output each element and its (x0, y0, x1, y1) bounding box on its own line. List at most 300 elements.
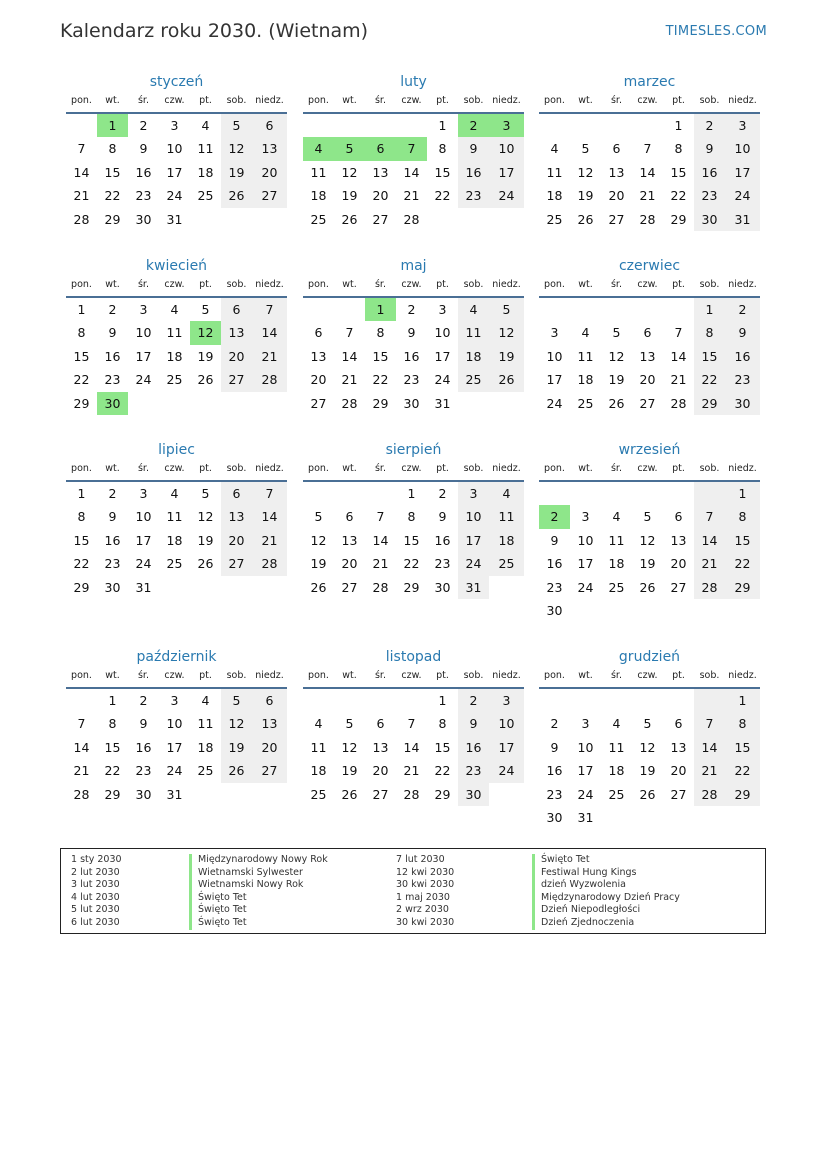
day-cell[interactable]: 11 (458, 321, 489, 344)
day-cell[interactable]: 20 (670, 763, 687, 779)
day-cell[interactable]: 18 (608, 556, 625, 572)
day-cell[interactable]: 6 (345, 509, 354, 525)
day-cell[interactable]: 6 (612, 141, 621, 157)
day-cell[interactable]: 19 (341, 188, 358, 204)
day-cell[interactable]: 17 (458, 529, 489, 552)
day-cell[interactable]: 23 (694, 184, 725, 207)
day-cell[interactable]: 27 (670, 786, 687, 802)
day-cell[interactable]: 7 (252, 298, 287, 321)
day-cell[interactable]: 10 (135, 509, 152, 525)
day-cell[interactable]: 14 (403, 164, 420, 180)
day-cell[interactable]: 4 (581, 325, 590, 341)
day-cell[interactable]: 24 (489, 184, 524, 207)
day-cell[interactable]: 10 (166, 141, 183, 157)
day-cell[interactable]: 21 (73, 763, 90, 779)
day-cell[interactable]: 4 (201, 693, 210, 708)
day-cell[interactable]: 23 (434, 556, 451, 572)
day-cell[interactable]: 18 (458, 345, 489, 368)
day-cell[interactable]: 16 (546, 556, 563, 572)
day-cell[interactable]: 11 (489, 505, 524, 528)
day-cell[interactable]: 9 (458, 137, 489, 160)
day-cell[interactable]: 22 (434, 763, 451, 779)
day-cell[interactable]: 21 (252, 345, 287, 368)
day-cell[interactable]: 4 (550, 141, 559, 157)
day-cell[interactable]: 8 (725, 712, 760, 735)
day-cell[interactable]: 21 (73, 188, 90, 204)
day-cell[interactable]: 24 (135, 556, 152, 572)
day-cell[interactable]: 29 (73, 395, 90, 411)
day-cell[interactable]: 10 (458, 505, 489, 528)
day-cell[interactable]: 29 (403, 579, 420, 595)
day-cell[interactable]: 9 (458, 712, 489, 735)
day-cell[interactable]: 16 (104, 532, 121, 548)
day-cell[interactable]: 7 (694, 505, 725, 528)
day-cell[interactable]: 16 (135, 739, 152, 755)
day-cell[interactable]: 12 (341, 739, 358, 755)
day-cell[interactable]: 22 (73, 556, 90, 572)
day-cell[interactable]: 10 (434, 325, 451, 341)
day-cell[interactable]: 11 (197, 716, 214, 732)
day-cell[interactable]: 3 (489, 114, 524, 137)
day-cell[interactable]: 17 (546, 372, 563, 388)
day-cell[interactable]: 7 (643, 141, 652, 157)
day-cell[interactable]: 9 (550, 532, 559, 548)
day-cell[interactable]: 15 (73, 532, 90, 548)
day-cell[interactable]: 24 (458, 552, 489, 575)
day-cell[interactable]: 17 (434, 348, 451, 364)
day-cell[interactable]: 8 (438, 141, 447, 157)
day-cell[interactable]: 19 (221, 736, 252, 759)
day-cell[interactable]: 25 (166, 556, 183, 572)
day-cell[interactable]: 9 (139, 141, 148, 157)
day-cell[interactable]: 24 (577, 786, 594, 802)
day-cell[interactable]: 8 (108, 141, 117, 157)
day-cell[interactable]: 31 (135, 579, 152, 595)
day-cell[interactable]: 11 (310, 164, 327, 180)
day-cell[interactable]: 12 (639, 532, 656, 548)
day-cell[interactable]: 28 (372, 579, 389, 595)
day-cell[interactable]: 2 (139, 118, 148, 133)
day-cell[interactable]: 30 (403, 395, 420, 411)
day-cell[interactable]: 28 (252, 552, 287, 575)
day-cell[interactable]: 26 (608, 395, 625, 411)
day-cell[interactable]: 4 (170, 486, 179, 501)
day-cell[interactable]: 16 (694, 161, 725, 184)
day-cell[interactable]: 25 (166, 372, 183, 388)
day-cell[interactable]: 5 (612, 325, 621, 341)
day-cell[interactable]: 19 (608, 372, 625, 388)
day-cell[interactable]: 8 (108, 716, 117, 732)
day-cell[interactable]: 23 (458, 184, 489, 207)
day-cell[interactable]: 26 (639, 579, 656, 595)
day-cell[interactable]: 28 (694, 783, 725, 806)
day-cell[interactable]: 3 (458, 482, 489, 505)
day-cell[interactable]: 16 (725, 345, 760, 368)
day-cell[interactable]: 8 (725, 505, 760, 528)
day-cell[interactable]: 8 (77, 509, 86, 525)
day-cell[interactable]: 16 (135, 164, 152, 180)
day-cell[interactable]: 30 (434, 579, 451, 595)
day-cell[interactable]: 21 (403, 763, 420, 779)
day-cell[interactable]: 27 (670, 579, 687, 595)
day-cell[interactable]: 18 (546, 188, 563, 204)
day-cell[interactable]: 22 (694, 368, 725, 391)
day-cell[interactable]: 14 (694, 736, 725, 759)
day-cell[interactable]: 13 (221, 505, 252, 528)
day-cell[interactable]: 19 (489, 345, 524, 368)
day-cell[interactable]: 24 (434, 372, 451, 388)
day-cell[interactable]: 18 (166, 348, 183, 364)
day-cell[interactable]: 15 (434, 739, 451, 755)
day-cell[interactable]: 30 (546, 602, 563, 618)
day-cell[interactable]: 2 (108, 486, 117, 501)
day-cell[interactable]: 9 (725, 321, 760, 344)
day-cell[interactable]: 13 (252, 712, 287, 735)
day-cell[interactable]: 1 (694, 298, 725, 321)
brand-logo[interactable]: TIMESLES.COM (665, 24, 767, 39)
day-cell[interactable]: 20 (341, 556, 358, 572)
day-cell[interactable]: 22 (403, 556, 420, 572)
day-cell[interactable]: 12 (197, 509, 214, 525)
day-cell[interactable]: 24 (577, 579, 594, 595)
day-cell[interactable]: 11 (546, 164, 563, 180)
day-cell[interactable]: 25 (197, 188, 214, 204)
day-cell[interactable]: 23 (403, 372, 420, 388)
day-cell[interactable]: 14 (252, 505, 287, 528)
day-cell[interactable]: 25 (577, 395, 594, 411)
day-cell[interactable]: 19 (197, 348, 214, 364)
day-cell[interactable]: 27 (252, 759, 287, 782)
day-cell[interactable]: 24 (135, 372, 152, 388)
day-cell[interactable]: 7 (77, 141, 86, 157)
day-cell[interactable]: 7 (407, 716, 416, 732)
day-cell[interactable]: 12 (221, 137, 252, 160)
day-cell[interactable]: 4 (314, 716, 323, 732)
day-cell[interactable]: 5 (643, 509, 652, 525)
day-cell[interactable]: 16 (434, 532, 451, 548)
day-cell[interactable]: 20 (221, 345, 252, 368)
day-cell[interactable]: 22 (434, 188, 451, 204)
day-cell[interactable]: 13 (341, 532, 358, 548)
day-cell[interactable]: 31 (458, 576, 489, 599)
day-cell[interactable]: 29 (104, 786, 121, 802)
day-cell[interactable]: 28 (670, 395, 687, 411)
day-cell[interactable]: 5 (345, 716, 354, 732)
day-cell[interactable]: 3 (170, 693, 179, 708)
day-cell[interactable]: 25 (608, 579, 625, 595)
day-cell[interactable]: 3 (581, 716, 590, 732)
day-cell[interactable]: 3 (139, 486, 148, 501)
day-cell[interactable]: 2 (458, 114, 489, 137)
day-cell[interactable]: 8 (694, 321, 725, 344)
day-cell[interactable]: 26 (197, 372, 214, 388)
day-cell[interactable]: 21 (694, 759, 725, 782)
day-cell[interactable]: 27 (221, 552, 252, 575)
day-cell[interactable]: 18 (577, 372, 594, 388)
day-cell[interactable]: 6 (674, 716, 683, 732)
day-cell[interactable]: 29 (73, 579, 90, 595)
day-cell[interactable]: 8 (438, 716, 447, 732)
day-cell[interactable]: 14 (694, 529, 725, 552)
day-cell[interactable]: 12 (190, 321, 221, 344)
day-cell[interactable]: 31 (725, 208, 760, 231)
day-cell[interactable]: 29 (670, 211, 687, 227)
day-cell[interactable]: 9 (550, 739, 559, 755)
day-cell[interactable]: 2 (438, 486, 447, 501)
day-cell[interactable]: 26 (310, 579, 327, 595)
day-cell[interactable]: 26 (221, 759, 252, 782)
day-cell[interactable]: 16 (546, 763, 563, 779)
day-cell[interactable]: 2 (694, 114, 725, 137)
day-cell[interactable]: 21 (670, 372, 687, 388)
day-cell[interactable]: 13 (608, 164, 625, 180)
day-cell[interactable]: 11 (197, 141, 214, 157)
day-cell[interactable]: 3 (139, 302, 148, 317)
day-cell[interactable]: 28 (73, 786, 90, 802)
day-cell[interactable]: 5 (334, 137, 365, 160)
day-cell[interactable]: 27 (372, 786, 389, 802)
day-cell[interactable]: 6 (221, 298, 252, 321)
day-cell[interactable]: 31 (166, 211, 183, 227)
day-cell[interactable]: 18 (489, 529, 524, 552)
day-cell[interactable]: 7 (77, 716, 86, 732)
day-cell[interactable]: 17 (489, 161, 524, 184)
day-cell[interactable]: 26 (341, 211, 358, 227)
day-cell[interactable]: 12 (489, 321, 524, 344)
day-cell[interactable]: 30 (135, 211, 152, 227)
day-cell[interactable]: 28 (252, 368, 287, 391)
day-cell[interactable]: 27 (372, 211, 389, 227)
day-cell[interactable]: 4 (612, 716, 621, 732)
day-cell[interactable]: 20 (252, 161, 287, 184)
day-cell[interactable]: 26 (639, 786, 656, 802)
day-cell[interactable]: 6 (314, 325, 323, 341)
day-cell[interactable]: 6 (376, 716, 385, 732)
day-cell[interactable]: 4 (489, 482, 524, 505)
day-cell[interactable]: 15 (725, 529, 760, 552)
day-cell[interactable]: 23 (135, 763, 152, 779)
day-cell[interactable]: 25 (489, 552, 524, 575)
day-cell[interactable]: 27 (252, 184, 287, 207)
day-cell[interactable]: 23 (546, 579, 563, 595)
day-cell[interactable]: 25 (458, 368, 489, 391)
day-cell[interactable]: 3 (170, 118, 179, 133)
day-cell[interactable]: 17 (166, 739, 183, 755)
day-cell[interactable]: 13 (252, 137, 287, 160)
day-cell[interactable]: 18 (166, 532, 183, 548)
day-cell[interactable]: 20 (670, 556, 687, 572)
day-cell[interactable]: 25 (310, 211, 327, 227)
day-cell[interactable]: 22 (725, 759, 760, 782)
day-cell[interactable]: 14 (639, 164, 656, 180)
day-cell[interactable]: 29 (372, 395, 389, 411)
day-cell[interactable]: 15 (73, 348, 90, 364)
day-cell[interactable]: 2 (108, 302, 117, 317)
day-cell[interactable]: 5 (643, 716, 652, 732)
day-cell[interactable]: 22 (670, 188, 687, 204)
day-cell[interactable]: 13 (639, 348, 656, 364)
day-cell[interactable]: 4 (303, 137, 334, 160)
day-cell[interactable]: 28 (694, 576, 725, 599)
day-cell[interactable]: 14 (403, 739, 420, 755)
day-cell[interactable]: 16 (104, 348, 121, 364)
day-cell[interactable]: 7 (674, 325, 683, 341)
day-cell[interactable]: 23 (725, 368, 760, 391)
day-cell[interactable]: 15 (694, 345, 725, 368)
day-cell[interactable]: 15 (104, 739, 121, 755)
day-cell[interactable]: 25 (197, 763, 214, 779)
day-cell[interactable]: 24 (546, 395, 563, 411)
day-cell[interactable]: 10 (489, 137, 524, 160)
day-cell[interactable]: 12 (608, 348, 625, 364)
day-cell[interactable]: 5 (201, 302, 210, 317)
day-cell[interactable]: 13 (310, 348, 327, 364)
day-cell[interactable]: 21 (341, 372, 358, 388)
day-cell[interactable]: 9 (108, 325, 117, 341)
day-cell[interactable]: 21 (694, 552, 725, 575)
day-cell[interactable]: 19 (221, 161, 252, 184)
day-cell[interactable]: 2 (139, 693, 148, 708)
day-cell[interactable]: 8 (77, 325, 86, 341)
day-cell[interactable]: 5 (581, 141, 590, 157)
day-cell[interactable]: 17 (166, 164, 183, 180)
day-cell[interactable]: 16 (458, 736, 489, 759)
day-cell[interactable]: 26 (341, 786, 358, 802)
day-cell[interactable]: 24 (166, 763, 183, 779)
day-cell[interactable]: 27 (310, 395, 327, 411)
day-cell[interactable]: 7 (396, 137, 427, 160)
day-cell[interactable]: 13 (670, 532, 687, 548)
day-cell[interactable]: 30 (97, 392, 128, 415)
day-cell[interactable]: 10 (489, 712, 524, 735)
day-cell[interactable]: 6 (643, 325, 652, 341)
day-cell[interactable]: 31 (434, 395, 451, 411)
day-cell[interactable]: 16 (403, 348, 420, 364)
day-cell[interactable]: 1 (97, 114, 128, 137)
day-cell[interactable]: 6 (674, 509, 683, 525)
day-cell[interactable]: 20 (310, 372, 327, 388)
day-cell[interactable]: 3 (489, 689, 524, 712)
day-cell[interactable]: 1 (674, 118, 683, 133)
day-cell[interactable]: 13 (670, 739, 687, 755)
day-cell[interactable]: 5 (489, 298, 524, 321)
day-cell[interactable]: 10 (546, 348, 563, 364)
day-cell[interactable]: 20 (252, 736, 287, 759)
day-cell[interactable]: 30 (725, 392, 760, 415)
day-cell[interactable]: 17 (577, 763, 594, 779)
day-cell[interactable]: 17 (577, 556, 594, 572)
day-cell[interactable]: 18 (197, 739, 214, 755)
day-cell[interactable]: 12 (639, 739, 656, 755)
day-cell[interactable]: 22 (104, 188, 121, 204)
day-cell[interactable]: 18 (608, 763, 625, 779)
day-cell[interactable]: 13 (372, 164, 389, 180)
day-cell[interactable]: 11 (166, 325, 183, 341)
day-cell[interactable]: 6 (252, 689, 287, 712)
day-cell[interactable]: 15 (725, 736, 760, 759)
day-cell[interactable]: 23 (135, 188, 152, 204)
day-cell[interactable]: 2 (458, 689, 489, 712)
day-cell[interactable]: 8 (376, 325, 385, 341)
day-cell[interactable]: 15 (403, 532, 420, 548)
day-cell[interactable]: 1 (725, 482, 760, 505)
day-cell[interactable]: 19 (197, 532, 214, 548)
day-cell[interactable]: 11 (166, 509, 183, 525)
day-cell[interactable]: 12 (310, 532, 327, 548)
day-cell[interactable]: 23 (546, 786, 563, 802)
day-cell[interactable]: 20 (639, 372, 656, 388)
day-cell[interactable]: 22 (104, 763, 121, 779)
day-cell[interactable]: 18 (310, 763, 327, 779)
day-cell[interactable]: 1 (438, 693, 447, 708)
day-cell[interactable]: 9 (139, 716, 148, 732)
day-cell[interactable]: 26 (489, 368, 524, 391)
day-cell[interactable]: 10 (577, 739, 594, 755)
day-cell[interactable]: 3 (725, 114, 760, 137)
day-cell[interactable]: 8 (674, 141, 683, 157)
day-cell[interactable]: 21 (252, 529, 287, 552)
day-cell[interactable]: 14 (73, 739, 90, 755)
day-cell[interactable]: 6 (365, 137, 396, 160)
day-cell[interactable]: 7 (345, 325, 354, 341)
day-cell[interactable]: 13 (221, 321, 252, 344)
day-cell[interactable]: 11 (608, 739, 625, 755)
day-cell[interactable]: 12 (221, 712, 252, 735)
day-cell[interactable]: 15 (670, 164, 687, 180)
day-cell[interactable]: 27 (221, 368, 252, 391)
day-cell[interactable]: 28 (403, 786, 420, 802)
day-cell[interactable]: 10 (577, 532, 594, 548)
day-cell[interactable]: 22 (73, 372, 90, 388)
day-cell[interactable]: 9 (407, 325, 416, 341)
day-cell[interactable]: 14 (372, 532, 389, 548)
day-cell[interactable]: 14 (341, 348, 358, 364)
day-cell[interactable]: 25 (310, 786, 327, 802)
day-cell[interactable]: 10 (135, 325, 152, 341)
day-cell[interactable]: 21 (639, 188, 656, 204)
day-cell[interactable]: 26 (577, 211, 594, 227)
day-cell[interactable]: 20 (372, 188, 389, 204)
day-cell[interactable]: 9 (438, 509, 447, 525)
day-cell[interactable]: 6 (252, 114, 287, 137)
day-cell[interactable]: 28 (341, 395, 358, 411)
day-cell[interactable]: 5 (201, 486, 210, 501)
day-cell[interactable]: 28 (73, 211, 90, 227)
day-cell[interactable]: 11 (608, 532, 625, 548)
day-cell[interactable]: 20 (372, 763, 389, 779)
day-cell[interactable]: 7 (694, 712, 725, 735)
day-cell[interactable]: 18 (197, 164, 214, 180)
day-cell[interactable]: 17 (725, 161, 760, 184)
day-cell[interactable]: 17 (135, 532, 152, 548)
day-cell[interactable]: 10 (725, 137, 760, 160)
day-cell[interactable]: 19 (577, 188, 594, 204)
day-cell[interactable]: 29 (104, 211, 121, 227)
day-cell[interactable]: 19 (310, 556, 327, 572)
day-cell[interactable]: 30 (458, 783, 489, 806)
day-cell[interactable]: 27 (341, 579, 358, 595)
day-cell[interactable]: 12 (341, 164, 358, 180)
day-cell[interactable]: 26 (221, 184, 252, 207)
day-cell[interactable]: 27 (608, 211, 625, 227)
day-cell[interactable]: 30 (694, 208, 725, 231)
day-cell[interactable]: 23 (104, 372, 121, 388)
day-cell[interactable]: 8 (407, 509, 416, 525)
day-cell[interactable]: 2 (539, 505, 570, 528)
day-cell[interactable]: 4 (612, 509, 621, 525)
day-cell[interactable]: 29 (434, 786, 451, 802)
day-cell[interactable]: 24 (725, 184, 760, 207)
